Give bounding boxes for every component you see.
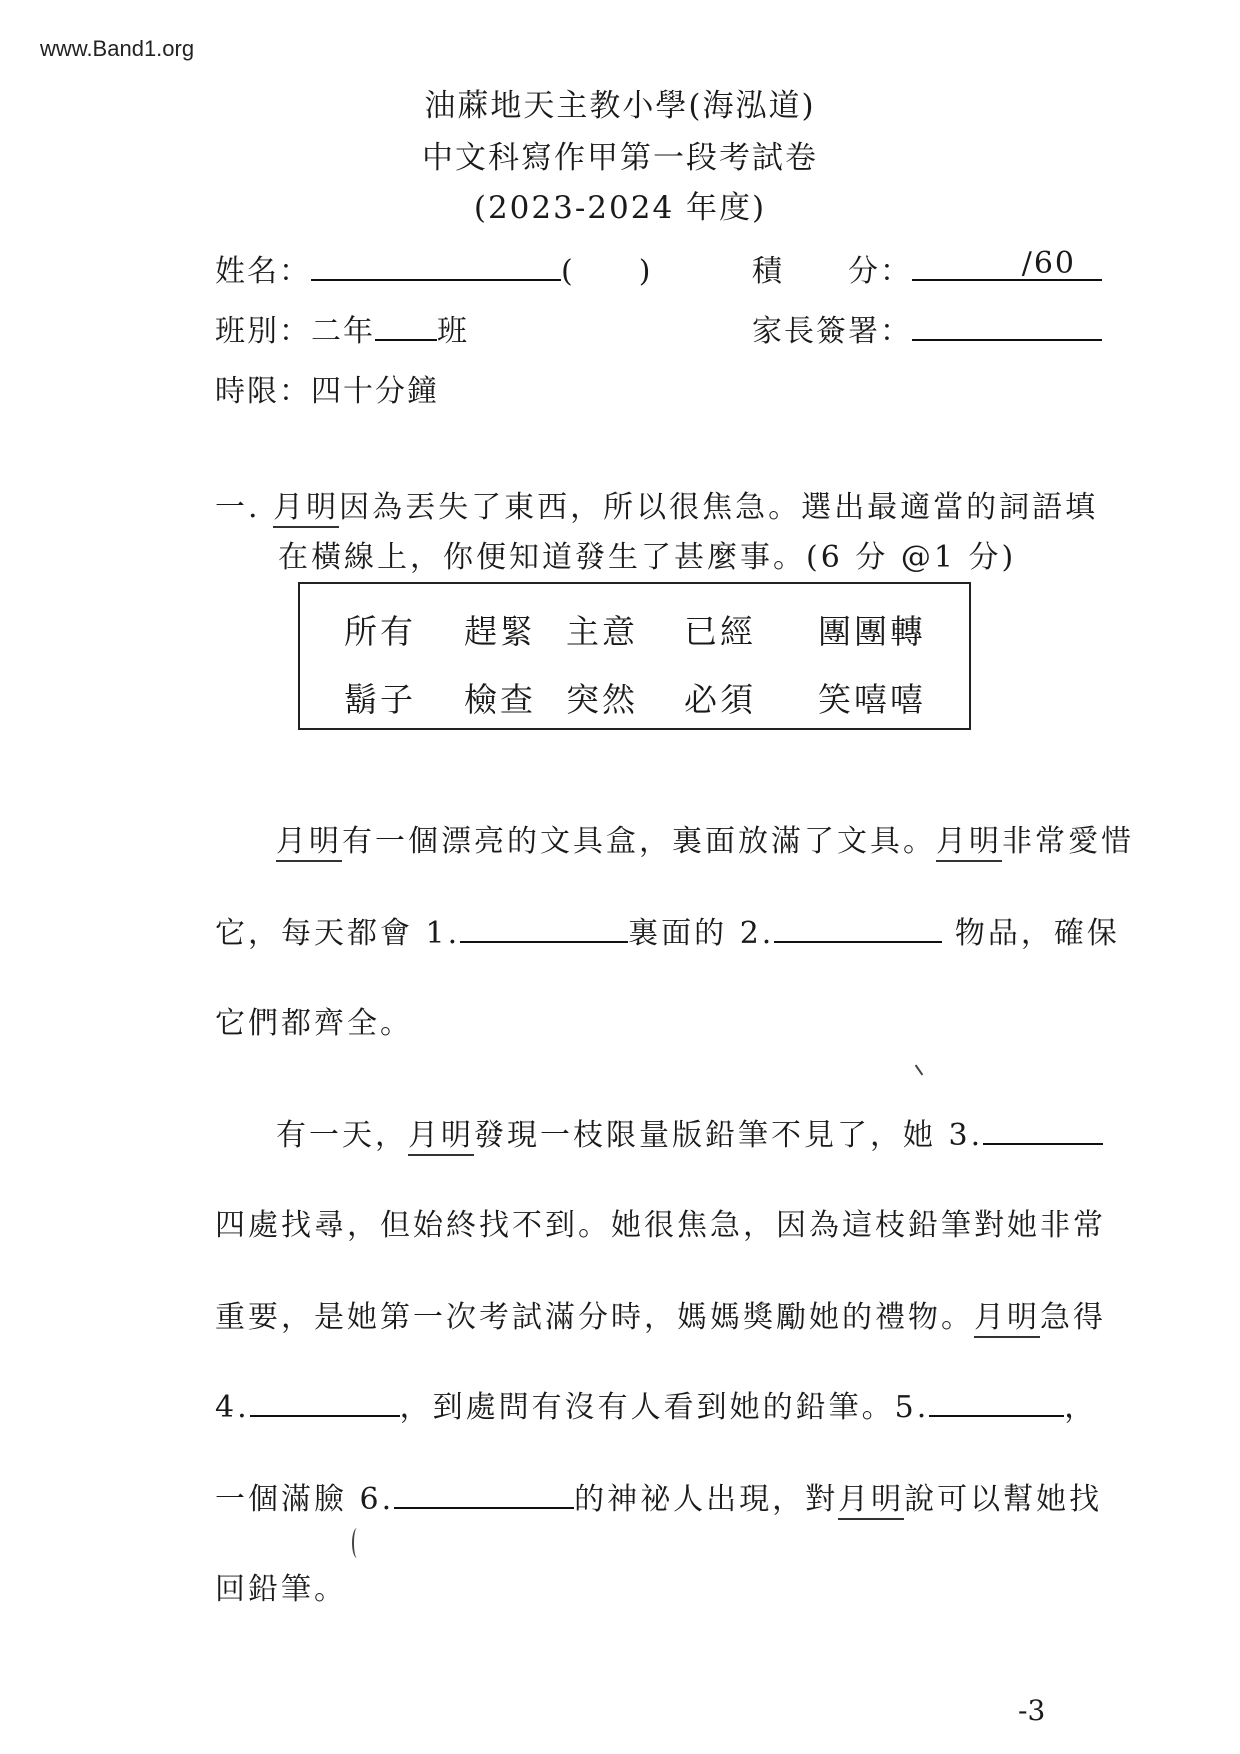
exam-year: (2023-2024 年度) [473,190,767,226]
blank-5[interactable] [929,1389,1064,1417]
word-bank-item: 突然 [566,680,638,719]
word-bank-box [298,582,971,730]
school-title: 油蔴地天主教小學(海泓道) [424,88,816,124]
word-bank-item: 已經 [684,612,756,651]
word-bank-item: 團團轉 [818,612,926,651]
score-label: 積 分： [752,254,912,289]
class-label: 班別：二年 [215,314,375,349]
word-bank-item: 鬍子 [344,680,416,719]
blank-6[interactable] [394,1481,574,1509]
word-bank-item: 必須 [684,680,756,719]
parent-signature-line [912,309,1102,341]
passage-line-5: 四處找尋，但始終找不到。她很焦急，因為這枝鉛筆對她非常 [215,1208,1106,1243]
character-name: 月明 [276,824,342,862]
time-limit: 時限：四十分鐘 [215,374,439,409]
passage-text: 有一個漂亮的文具盒，裏面放滿了文具。 [342,824,936,859]
question-text-1: 因為丟失了東西，所以很焦急。選出最適當的詞語填 [339,490,1099,525]
parent-signature-label: 家長簽署： [752,314,912,349]
word-bank-item: 主意 [566,612,638,651]
passage-line-4 [276,1110,1103,1154]
word-bank-item: 檢查 [464,680,536,719]
passage-text: 物品，確保 [954,916,1120,951]
stray-mark [352,1528,362,1558]
blank-4[interactable] [250,1389,400,1417]
exam-title: 中文科寫作甲第一段考試卷 [422,140,818,176]
score-total: /60 [1021,246,1076,281]
blank-2[interactable] [774,915,942,943]
passage-line-7 [215,1382,1097,1426]
score-field [752,246,1102,290]
question-line-1 [215,482,1098,526]
passage-line-2 [215,908,1120,952]
word-bank-item: 趕緊 [464,612,536,651]
passage-line-3: 它們都齊全。 [215,1006,413,1041]
passage-text: 4. [215,1390,250,1425]
class-field [215,306,469,350]
character-name: 月明 [838,1482,904,1520]
passage-text: 裏面的 2. [628,916,775,951]
class-line [375,309,437,341]
passage-line-6 [215,1292,1106,1336]
parent-signature-field [752,306,1102,350]
passage-text: 一個滿臉 6. [215,1482,395,1517]
question-number: 一. [215,490,261,525]
class-number-paren: ( ) [561,254,653,289]
class-suffix: 班 [437,314,469,349]
passage-text: 非常愛惜 [1002,824,1134,859]
name-field [215,246,652,290]
question-line-2: 在橫線上，你便知道發生了甚麼事。(6 分 @1 分) [278,540,1017,575]
passage-text: ，到處問有沒有人看到她的鉛筆。5. [399,1390,930,1425]
passage-text: 急得 [1040,1300,1106,1335]
stray-mark [915,1065,924,1076]
score-line [912,246,1102,281]
name-line [311,249,561,281]
passage-text: ， [1064,1390,1098,1425]
word-bank-item: 所有 [344,612,416,651]
page-number: -3 [1018,1694,1046,1727]
word-bank-item: 笑嘻嘻 [818,680,926,719]
passage-text: 有一天， [276,1118,408,1153]
character-name: 月明 [936,824,1002,862]
passage-text: 它，每天都會 1. [215,916,461,951]
name-label: 姓名： [215,254,311,289]
passage-line-9: 回鉛筆。 [215,1572,347,1607]
watermark: www.Band1.org [40,36,195,61]
passage-line-1 [276,816,1134,860]
character-name: 月明 [273,490,339,528]
character-name: 月明 [974,1300,1040,1338]
character-name: 月明 [408,1118,474,1156]
passage-text: 發現一枝限量版鉛筆不見了，她 3. [474,1118,984,1153]
passage-text: 說可以幫她找 [904,1482,1103,1517]
passage-line-8 [215,1474,1102,1518]
blank-1[interactable] [460,915,628,943]
blank-3[interactable] [983,1117,1103,1145]
passage-text: 重要，是她第一次考試滿分時，媽媽獎勵她的禮物。 [215,1300,974,1335]
passage-text: 的神祕人出現，對 [574,1482,839,1517]
